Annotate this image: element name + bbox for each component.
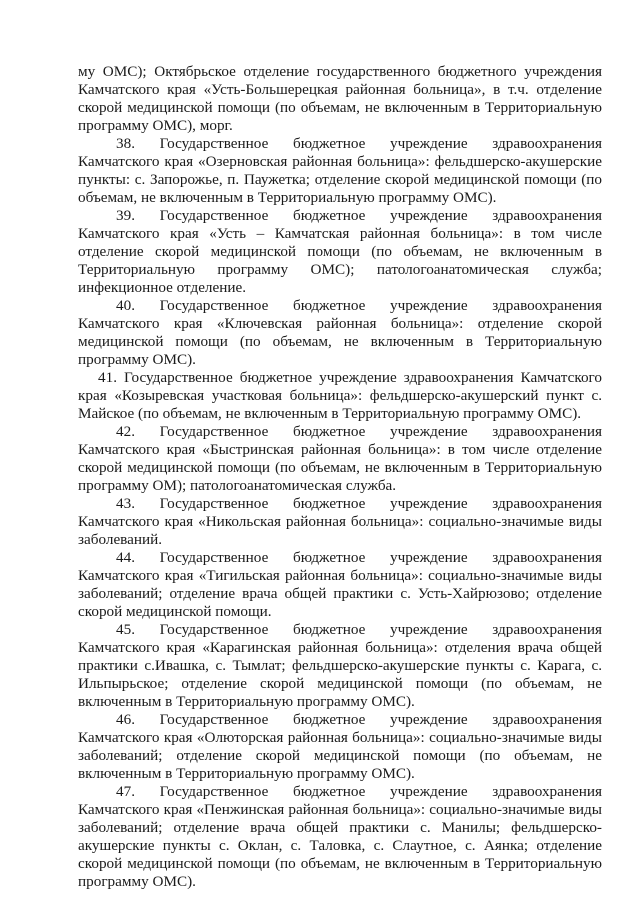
paragraph-item-41: 41. Государственное бюджетное учреждение здравоохранения Камчатского края «Козыревская участковая больница»: фельдшерско-акушерский пункт с. Майское (по объемам, не включенным в Территориальную программу ОМС). bbox=[78, 369, 602, 422]
paragraph-item-43: 43. Государственное бюджетное учреждение здравоохранения Камчатского края «Никольская районная больница»: социально-значимые виды заболеваний. bbox=[78, 495, 602, 548]
paragraph-item-44: 44. Государственное бюджетное учреждение здравоохранения Камчатского края «Тигильская районная больница»: социально-значимые виды заболеваний; отделение врача общей практики с. Усть-Хайрюзово; отделение скорой медицинской помощи. bbox=[78, 549, 602, 620]
paragraph-item-39: 39. Государственное бюджетное учреждение здравоохранения Камчатского края «Усть – Камчатская районная больница»: в том числе отделение скорой медицинской помощи (по объемам, не включенным в Территориальную программу ОМС); патологоанатомическая служба; инфекционное отделение. bbox=[78, 207, 602, 296]
paragraph-item-42: 42. Государственное бюджетное учреждение здравоохранения Камчатского края «Быстринская районная больница»: в том числе отделение скорой медицинской помощи (по объемам, не включенным в Территориальную программу ОМ); патологоанатомическая служба. bbox=[78, 423, 602, 494]
document-body bbox=[78, 63, 602, 891]
paragraph-item-47: 47. Государственное бюджетное учреждение здравоохранения Камчатского края «Пенжинская районная больница»: социально-значимые виды заболеваний; отделение врача общей практики с. Манилы; фельдшерско-акушерские пункты с. Оклан, с. Таловка, с. Слаутное, с. Аянка; отделение скорой медицинской помощи (по объемам, не включенным в Территориальную программу ОМС). bbox=[78, 783, 602, 890]
paragraph-item-40: 40. Государственное бюджетное учреждение здравоохранения Камчатского края «Ключевская районная больница»: отделение скорой медицинской помощи (по объемам, не включенным в Территориальную программу ОМС). bbox=[78, 297, 602, 368]
paragraph-item-38: 38. Государственное бюджетное учреждение здравоохранения Камчатского края «Озерновская районная больница»: фельдшерско-акушерские пункты: с. Запорожье, п. Паужетка; отделение скорой медицинской помощи (по объемам, не включенным в Территориальную программу ОМС). bbox=[78, 135, 602, 206]
paragraph-item-46: 46. Государственное бюджетное учреждение здравоохранения Камчатского края «Олюторская районная больница»: социально-значимые виды заболеваний; отделение скорой медицинской помощи (по объемам, не включенным в Территориальную программу ОМС). bbox=[78, 711, 602, 782]
paragraph-continuation: му ОМС); Октябрьское отделение государственного бюджетного учреждения Камчатского края «Усть-Большерецкая районная больница», в т.ч. отделение скорой медицинской помощи (по объемам, не включенным в Территориальную программу ОМС), морг. bbox=[78, 63, 602, 134]
paragraph-item-45: 45. Государственное бюджетное учреждение здравоохранения Камчатского края «Карагинская районная больница»: отделения врача общей практики с.Ивашка, с. Тымлат; фельдшерско-акушерские пункты с. Карага, с. Ильпырьское; отделение скорой медицинской помощи (по объемам, не включенным в Территориальную программу ОМС). bbox=[78, 621, 602, 710]
